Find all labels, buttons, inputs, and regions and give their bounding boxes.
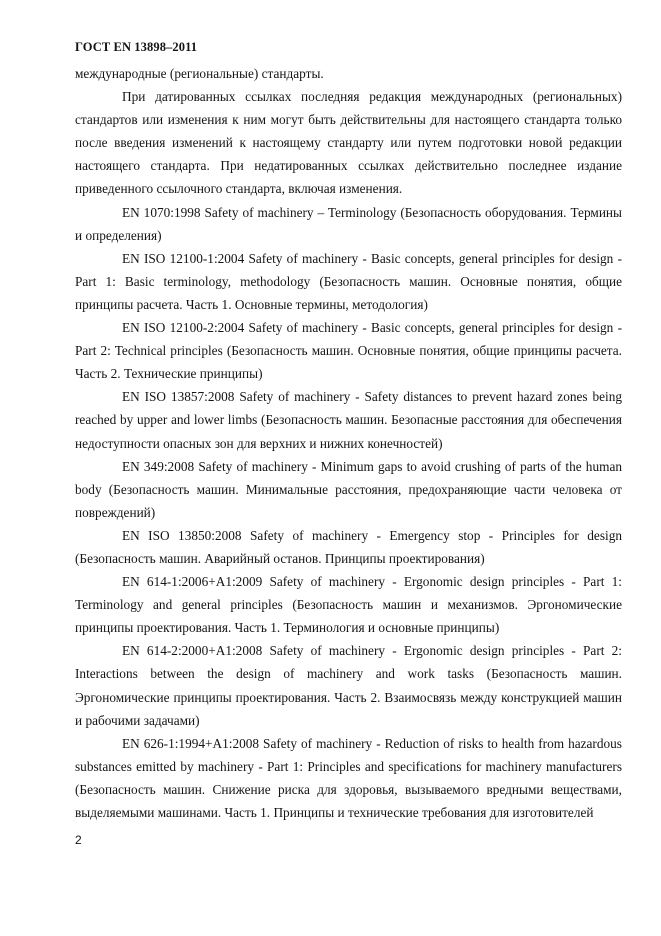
document-header: ГОСТ EN 13898–2011 — [75, 40, 198, 54]
reference-en-614-2: EN 614-2:2000+A1:2008 Safety of machinery - Ergonomic design principles - Part 2: Interactions between the design of machinery and work tasks (Безопасность машин. Эргономические принципы проектирования. Часть 2. Взаимосвязь между конструкцией машин и рабочими задачами) — [75, 643, 622, 728]
reference-en-626-1: EN 626-1:1994+A1:2008 Safety of machinery - Reduction of risks to health from hazardous substances emitted by machinery - Part 1: Principles and specifications for machinery manufacturers (Безопасность машин. Снижение риска для здоровья, вызываемого вредными веществами, выделяемыми машинами. Часть 1. Принципы и технические требования для изготовителей — [75, 735, 622, 820]
reference-en-iso-13850: EN ISO 13850:2008 Safety of machinery - Emergency stop - Principles for design (Безопасность машин. Аварийный останов. Принципы проектирования) — [75, 527, 622, 566]
reference-en-614-1: EN 614-1:2006+A1:2009 Safety of machinery - Ergonomic design principles - Part 1: Terminology and general principles (Безопасность машин и механизмов. Эргономические принципы проектирования. Часть 1. Терминология и основные принципы) — [75, 574, 622, 636]
reference-en-1070: EN 1070:1998 Safety of machinery – Terminology (Безопасность оборудования. Термины и определения) — [75, 204, 622, 243]
reference-en-349: EN 349:2008 Safety of machinery - Minimum gaps to avoid crushing of parts of the human body (Безопасность машин. Минимальные расстояния, предохраняющие части человека от повреждений) — [75, 458, 622, 520]
paragraph-continuation: международные (региональные) стандарты. — [75, 66, 324, 81]
paragraph-dated-references: При датированных ссылках последняя редакция международных (региональных) стандартов или изменения к ним могут быть действительны для настоящего стандарта только после введения изменений к настоящему стандарту или путем подготовки новой редакции настоящего стандарта. При недатированных ссылках действительно последнее издание приведенного ссылочного стандарта, включая изменения. — [75, 89, 622, 197]
reference-en-iso-12100-2: EN ISO 12100-2:2004 Safety of machinery - Basic concepts, general principles for design - Part 2: Technical principles (Безопасность машин. Основные понятия, общие принципы расчета. Часть 2. Технические принципы) — [75, 320, 622, 382]
page-number: 2 — [75, 833, 82, 847]
reference-en-iso-13857: EN ISO 13857:2008 Safety of machinery - Safety distances to prevent hazard zones being reached by upper and lower limbs (Безопасность машин. Безопасные расстояния для обеспечения недоступности опасных зон для верхних и нижних конечностей) — [75, 389, 622, 451]
reference-en-iso-12100-1: EN ISO 12100-1:2004 Safety of machinery - Basic concepts, general principles for design - Part 1: Basic terminology, methodology (Безопасность машин. Основные понятия, общие принципы расчета. Часть 1. Основные термины, методология) — [75, 250, 622, 312]
document-body — [75, 62, 622, 824]
